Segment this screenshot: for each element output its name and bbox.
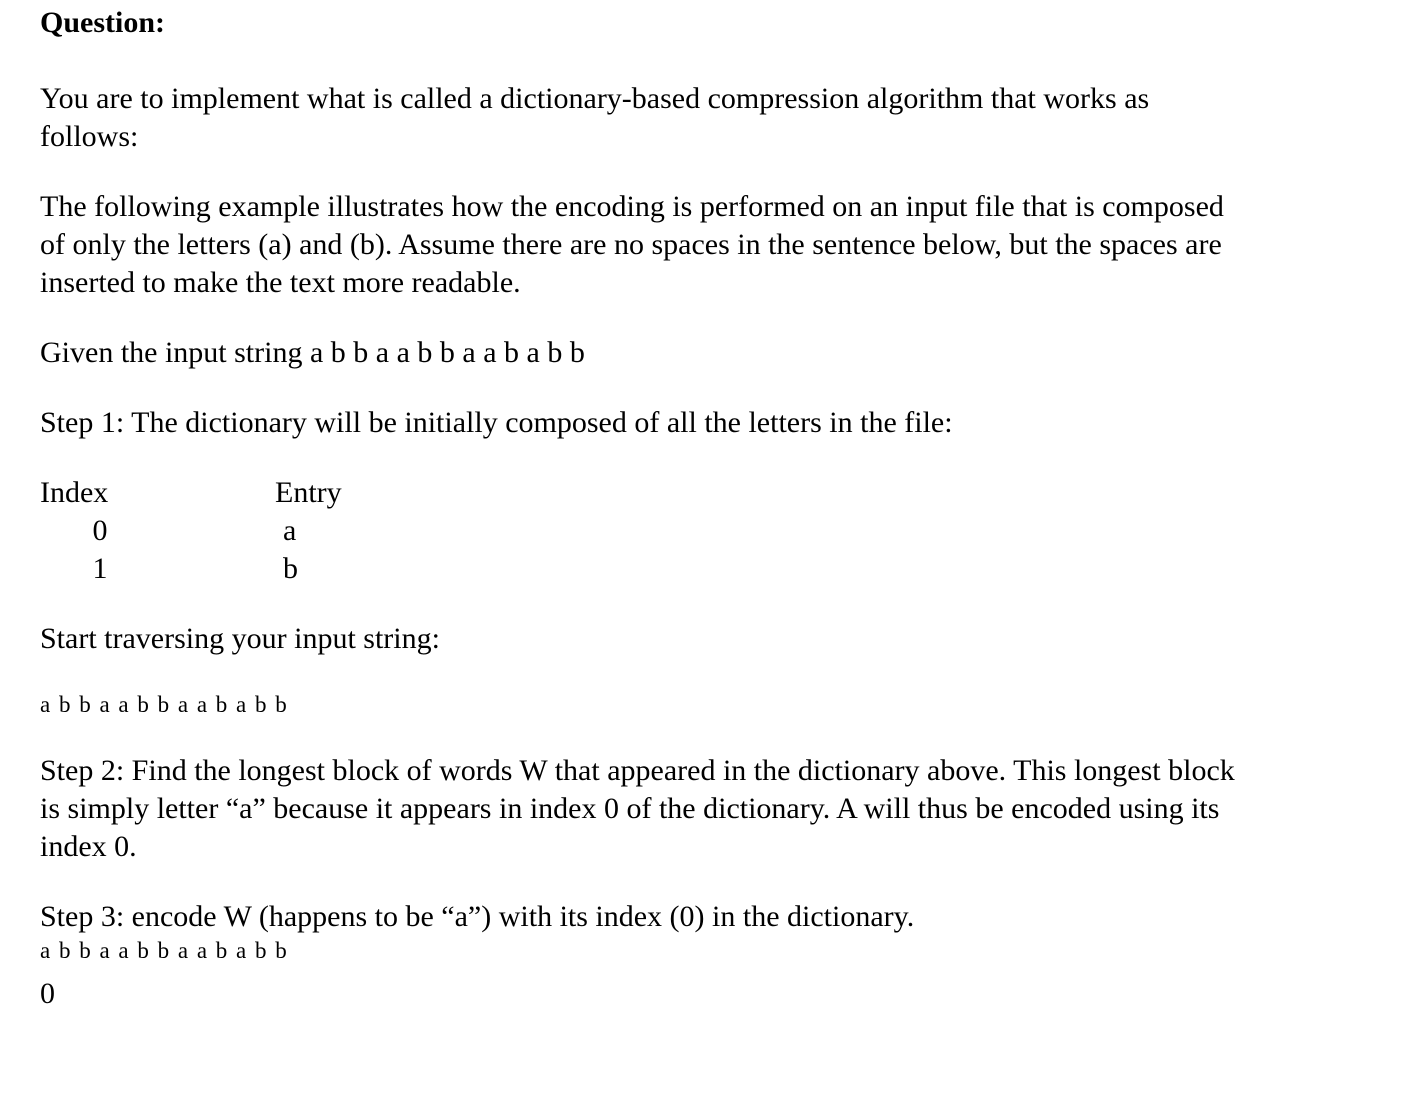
traverse-text: Start traversing your input string: — [40, 622, 440, 655]
table-row — [40, 550, 443, 588]
spacer — [40, 588, 1270, 620]
column-header-entry: Entry — [275, 476, 342, 509]
given-input-line: Given the input string a b b a a b b a a b a b b — [40, 336, 585, 369]
spacer — [40, 156, 1270, 188]
document-body — [40, 4, 1270, 1012]
table-header-row — [40, 474, 443, 512]
cell-index: 1 — [92, 552, 108, 585]
table-row — [40, 512, 443, 550]
dictionary-table — [40, 474, 443, 588]
spacer — [40, 658, 1270, 690]
input-string-line-1: a b b a a b b a a b a b b — [40, 692, 288, 717]
step3-text: Step 3: encode W (happens to be “a”) with its index (0) in the dictionary. — [40, 900, 915, 933]
encoded-output: 0 — [40, 977, 55, 1010]
step2-text: Step 2: Find the longest block of words W that appeared in the dictionary above. This longest block is simply letter “a” because it appears in index 0 of the dictionary. A will thus be encoded using its index 0. — [40, 754, 1235, 863]
spacer — [40, 42, 1270, 80]
page-title: Question: — [40, 6, 166, 39]
cell-entry: b — [283, 552, 298, 585]
spacer — [40, 372, 1270, 404]
intro-paragraph: You are to implement what is called a dictionary-based compression algorithm that works as follows: — [40, 82, 1150, 153]
input-string-line-2: a b b a a b b a a b a b b — [40, 938, 288, 963]
cell-index: 0 — [92, 514, 108, 547]
step1-text: Step 1: The dictionary will be initially composed of all the letters in the file: — [40, 406, 953, 439]
spacer — [40, 866, 1270, 898]
spacer — [40, 442, 1270, 474]
spacer — [40, 720, 1270, 752]
cell-entry: a — [283, 514, 297, 547]
column-header-index: Index — [40, 476, 109, 509]
example-paragraph: The following example illustrates how the encoding is performed on an input file that is composed of only the letters (a) and (b). Assume there are no spaces in the sentence below, but the spaces are inserted to make the text more readable. — [40, 190, 1224, 299]
spacer — [40, 966, 1270, 976]
spacer — [40, 302, 1270, 334]
